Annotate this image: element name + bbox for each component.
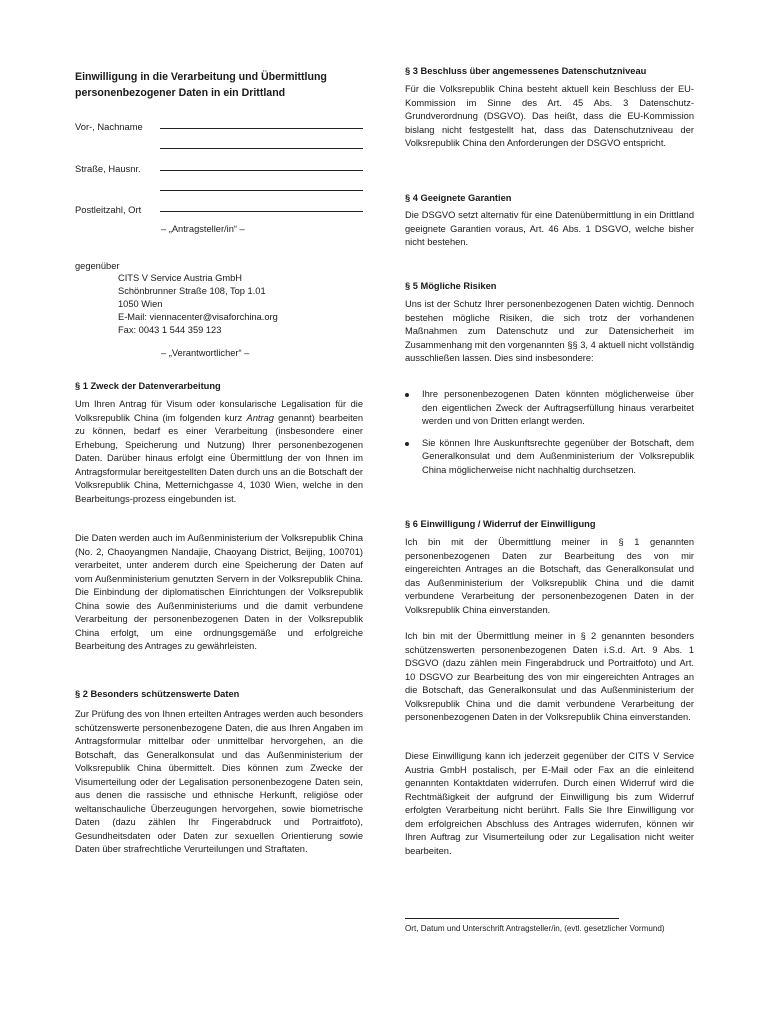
city-field-line[interactable] xyxy=(160,211,363,212)
company-email: E-Mail: viennacenter@visaforchina.org xyxy=(118,312,278,322)
signature-caption: Ort, Datum und Unterschrift Antragsteller/in, (evtl. gesetzlicher Vormund) xyxy=(405,924,665,933)
list-item xyxy=(405,388,694,429)
list-item xyxy=(405,437,694,478)
company-street: Schönbrunner Straße 108, Top 1.01 xyxy=(118,286,266,296)
section-5-heading: § 5 Mögliche Risiken xyxy=(405,281,497,291)
section-4-paragraph-1: Die DSGVO setzt alternativ für eine Datenübermittlung in ein Drittland geeignete Garantien voraus, Art. 46 Abs. 1 DSGVO, welche bisher nicht bestehen. xyxy=(405,210,694,247)
counterparty-intro: gegenüber xyxy=(75,261,120,271)
s1-p1-emphasis: Antrag xyxy=(246,412,274,423)
counterparty-address xyxy=(118,272,363,337)
section-1-paragraph-1 xyxy=(75,398,363,506)
controller-caption: – „Verantwortlicher“ – xyxy=(161,348,250,358)
city-label: Postleitzahl, Ort xyxy=(75,204,142,215)
signature-line[interactable] xyxy=(405,918,619,919)
section-5-paragraph-1: Uns ist der Schutz Ihrer personenbezogenen Daten wichtig. Dennoch bestehen mögliche Risiken, die sich trotz der vorhandenen Maßnahmen zum Datenschutz und zur Datensicherheit im Zusammenhang mit den vorgenannten §§ 3, 4 aktuell nicht vollständig ausschließen lassen. Dies sind insbesondere: xyxy=(405,299,694,363)
s1-p1-text-b: genannt) bearbeiten zu können, bedarf es einer Verarbeitung (insbesondere einer Erhebung, Speicherung und Nutzung) Ihrer personenbezogenen Daten. Darüber hinaus erfolgt eine Übermittlung der von Ihnen im Antragsformular bereitgestellten Daten durch uns an die Botschaft der Volksrepublik China, Metternichgasse 4, 1030 Wien, welche in den Bearbeitungs-prozess eingebunden ist. xyxy=(75,412,363,504)
section-3-heading: § 3 Beschluss über angemessenes Datenschutzniveau xyxy=(405,66,647,76)
section-3-paragraph-1: Für die Volksrepublik China besteht aktuell kein Beschluss der EU-Kommission im Sinne des Art. 45 Abs. 3 Datenschutz-Grundverordnung (DSGVO). Das heißt, dass die EU-Kommission bislang nicht festgestellt hat, dass das Datenschutzniveau der Volksrepublik China den Anforderungen der DSGVO entspricht. xyxy=(405,84,694,148)
company-name: CITS V Service Austria GmbH xyxy=(118,273,242,283)
company-city: 1050 Wien xyxy=(118,299,163,309)
section-1-heading: § 1 Zweck der Datenverarbeitung xyxy=(75,381,221,391)
section-2-paragraph-1: Zur Prüfung des von Ihnen erteilten Antrages werden auch besonders schützenswerte personenbezogene Daten, die aus Ihren Angaben im Antragsformular mittelbar oder unmittelbar hervorgehen, an die Botschaft, das Generalkonsulat und das Außenministerium der Volksrepublik China übermittelt. Dies können zum Zwecke der Visumerteilung oder der Legalisation personenbezogene Daten sein, aus denen die rassische und ethnische Herkunft, religiöse oder weltanschauliche Überzeugungen hervorgehen, sowie biometrische Daten (dazu zählen Ihr Fingerabdruck und Portraitfoto), Gesundheitsdaten oder Daten zur sexuellen Orientierung sowie Daten über strafrechtliche Verurteilungen und Straftaten. xyxy=(75,709,363,854)
street-field-line[interactable] xyxy=(160,170,363,171)
bullet-icon xyxy=(405,393,409,397)
company-fax: Fax: 0043 1 544 359 123 xyxy=(118,325,222,335)
document-title: Einwilligung in die Verarbeitung und Übermittlung personenbezogener Daten in ein Drittland xyxy=(75,71,327,99)
name-label: Vor-, Nachname xyxy=(75,121,143,132)
street-field-line-2[interactable] xyxy=(160,190,363,191)
section-6-paragraph-3: Diese Einwilligung kann ich jederzeit gegenüber der CITS V Service Austria GmbH postalisch, per E-Mail oder Fax an die einleitend genannten Kontaktdaten widerrufen. Durch einen Widerruf wird die Rechtmäßigkeit der aufgrund der Einwilligung bis zum Widerruf erfolgten Verarbeitung nicht berührt. Falls Sie Ihre Einwilligung vor dem erfolgreichen Abschluss des Antrages widerrufen, können wir Ihren Auftrag zur Visumerteilung oder zur Legalisation nicht weiter bearbeiten. xyxy=(405,751,694,856)
name-field-line-2[interactable] xyxy=(160,148,363,149)
section-6-heading: § 6 Einwilligung / Widerruf der Einwilligung xyxy=(405,519,596,529)
section-2-heading: § 2 Besonders schützenswerte Daten xyxy=(75,689,240,699)
section-6-paragraph-2: Ich bin mit der Übermittlung meiner in § 2 genannten besonders schützenswerten personenbezogenen Daten i.S.d. Art. 9 Abs. 1 DSGVO (dazu zählen mein Fingerabdruck und Portraitfoto) und Art. 10 DSGVO zur Bearbeitung des von mir eingereichten Antrages an die Botschaft, das Generalkonsulat und das Außenministerium der Volksrepublik China und die damit verbundene Verarbeitung der personenbezogenen Daten in der Volksrepublik China einverstanden. xyxy=(405,631,694,722)
section-6-paragraph-1: Ich bin mit der Übermittlung meiner in § 1 genannten personenbezogenen Daten zur Bearbeitung des von mir eingereichten Antrages an die Botschaft, das Generalkonsulat und das Außenministerium der Volksrepublik China und die damit verbundene Verarbeitung der personenbezogenen Daten in der Volksrepublik China einverstanden. xyxy=(405,537,694,615)
s1-p1-text-a: Um Ihren Antrag für Visum oder konsularische Legalisation für die Volksrepublik China (im folgenden kurz xyxy=(75,399,363,423)
list-item-text: Sie können Ihre Auskunftsrechte gegenüber der Botschaft, dem Generalkonsulat und dem Außenministerium der Volksrepublik China möglicherweise nicht nachhaltig durchsetzen. xyxy=(422,437,694,475)
applicant-caption: – „Antragsteller/in“ – xyxy=(161,224,245,234)
list-item-text: Ihre personenbezogenen Daten könnten möglicherweise über den eigentlichen Zweck der Auftragserfüllung hinaus verarbeitet werden und von Dritten erlangt werden. xyxy=(422,389,694,426)
name-field-line[interactable] xyxy=(160,128,363,129)
risk-list xyxy=(405,388,694,485)
section-1-paragraph-2: Die Daten werden auch im Außenministerium der Volksrepublik China (No. 2, Chaoyangmen Nandajie, Chaoyang District, Beijing, 100701) verarbeitet, unter anderem durch eine Speicherung der Daten auf vom Außenministerium genutzten Servern in der Volksrepublik China. Die Einbindung der diplomatischen Einrichtungen der Volksrepublik China sowie des Außenministeriums und die damit verbundene Verarbeitung der personenbezogenen Daten in der Volksrepublik China erfolgt, um eine ordnungsgemäße und erfolgreiche Bearbeitung des Antrages zu gewährleisten. xyxy=(75,533,363,651)
bullet-icon xyxy=(405,442,409,446)
street-label: Straße, Hausnr. xyxy=(75,163,141,174)
section-4-heading: § 4 Geeignete Garantien xyxy=(405,193,512,203)
